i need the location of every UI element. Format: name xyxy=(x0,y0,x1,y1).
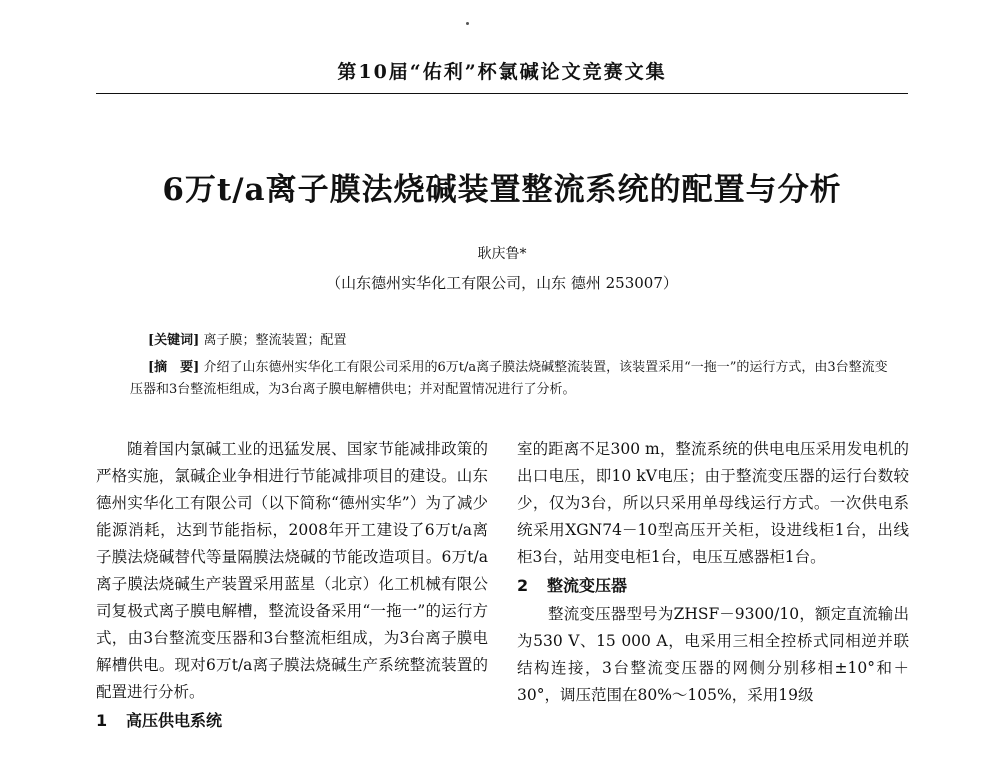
section-2-title: 整流变压器 xyxy=(547,576,628,595)
section-2-number: 2 xyxy=(517,576,529,595)
abstract xyxy=(130,357,890,401)
scan-dot xyxy=(466,22,469,25)
header-rule xyxy=(96,93,908,94)
section-1-heading xyxy=(96,706,488,736)
abstract-text: 介绍了山东德州实华化工有限公司采用的6万t/a离子膜法烧碱整流装置，该装置采用“一拖一”的运行方式，由3台整流变压器和3台整流柜组成，为3台离子膜电解槽供电；并对配置情况进行了分析。 xyxy=(130,360,888,397)
keywords xyxy=(148,331,346,351)
right-column xyxy=(517,436,909,709)
author: 耿庆鲁* xyxy=(477,246,527,262)
left-column xyxy=(96,436,488,736)
paper-title: 6万t/a离子膜法烧碱装置整流系统的配置与分析 xyxy=(162,172,842,208)
running-header: 第10届“佑利”杯氯碱论文竞赛文集 xyxy=(337,61,667,83)
section-1-number: 1 xyxy=(96,711,108,730)
section-1-title: 高压供电系统 xyxy=(126,711,223,730)
keywords-label: [关键词] xyxy=(148,333,200,348)
power-supply-paragraph: 室的距离不足300 m，整流系统的供电电压采用发电机的出口电压，即10 kV电压；由于整流变压器的运行台数较少，仅为3台，所以只采用单母线运行方式。一次供电系统采用XGN74－10型高压开关柜，设进线柜1台，出线柜3台，站用变电柜1台，电压互感器柜1台。 xyxy=(517,440,909,566)
keywords-text: 离子膜；整流装置；配置 xyxy=(203,333,347,348)
section-2-heading xyxy=(517,571,909,601)
abstract-label: [摘 要] xyxy=(148,360,200,375)
intro-paragraph: 随着国内氯碱工业的迅猛发展、国家节能减排政策的严格实施，氯碱企业争相进行节能减排项目的建设。山东德州实华化工有限公司（以下简称“德州实华”）为了减少能源消耗，达到节能指标，2008年开工建设了6万t/a离子膜法烧碱替代等量隔膜法烧碱的节能改造项目。6万t/a离子膜法烧碱生产装置采用蓝星（北京）化工机械有限公司复极式离子膜电解槽，整流设备采用“一拖一”的运行方式，由3台整流变压器和3台整流柜组成，为3台离子膜电解槽供电。现对6万t/a离子膜法烧碱生产系统整流装置的配置进行分析。 xyxy=(96,440,488,701)
affiliation: （山东德州实华化工有限公司，山东 德州 253007） xyxy=(326,274,678,292)
transformer-paragraph: 整流变压器型号为ZHSF－9300/10，额定直流输出为530 V、15 000 A，电采用三相全控桥式同相逆并联结构连接，3台整流变压器的网侧分别移相±10°和＋30°，调压范围在80%～105%，采用19级 xyxy=(517,605,909,704)
